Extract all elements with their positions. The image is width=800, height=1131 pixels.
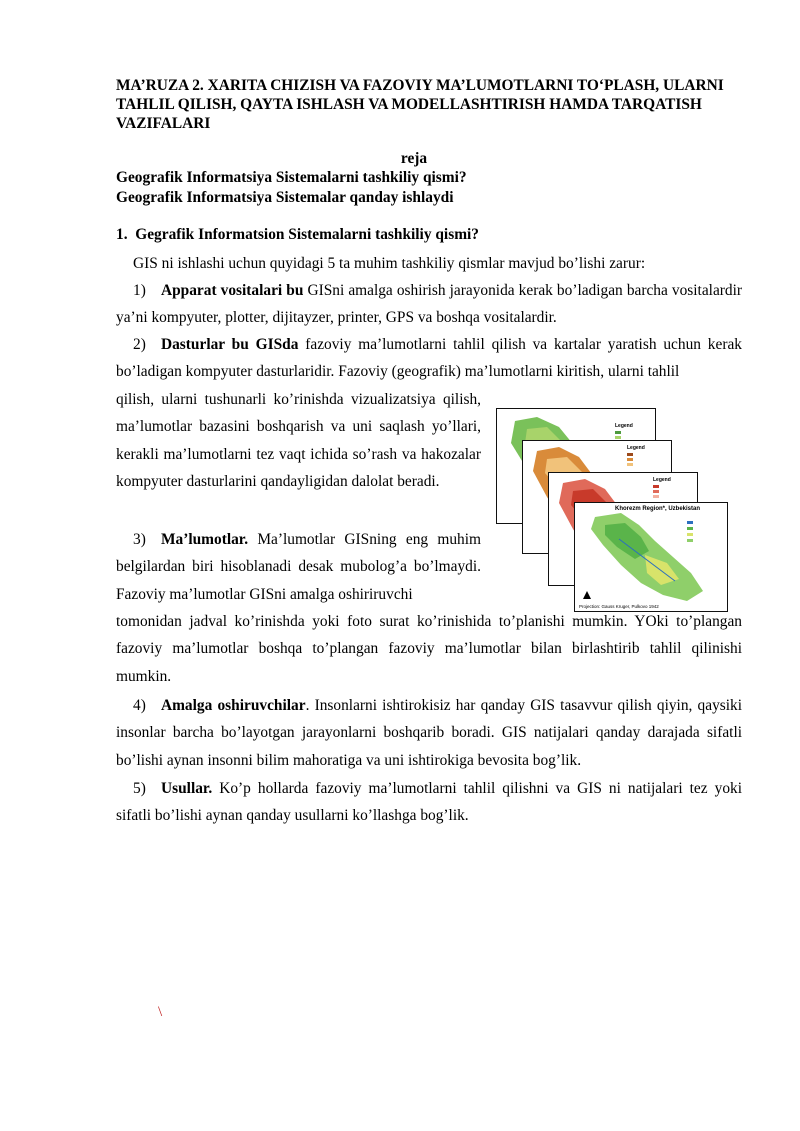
- item-number: 2): [133, 336, 146, 353]
- legend-label: Legend: [615, 423, 633, 429]
- plan-item: Geografik Informatsiya Sistemalarni tashkiliy qismi?: [116, 169, 467, 186]
- item-heading: Usullar.: [161, 780, 213, 797]
- item-heading: Ma’lumotlar.: [161, 531, 249, 548]
- plan-list: [116, 168, 467, 208]
- item-text: Ma’lumotlar GISning eng muhim belgilardan biri hisoblanadi desak mubolog’a bo’lmaydi. Fazoviy ma’lumotlar GISni amalga oshiriruvchi: [116, 531, 481, 603]
- lecture-title: MA’RUZA 2. XARITA CHIZISH VA FAZOVIY MA’LUMOTLARNI TO‘PLASH, ULARNI TAHLIL QILISH, QAYTA ISHLASH VA MODELLASHTIRISH HAMDA TARQATISH VAZIFALARI: [116, 77, 724, 132]
- item-text: Ko’p hollarda fazoviy ma’lumotlarni tahlil qilishni va GIS ni natijalari tez yoki sifatli bo’lishi aynan qanday usullarni ko’llashga bog’lik.: [116, 780, 742, 825]
- section-title: Gegrafik Informatsion Sistemalarni tashkiliy qismi?: [135, 226, 479, 243]
- list-item-amalga: [116, 692, 742, 774]
- section-intro: GIS ni ishlashi uchun quyidagi 5 ta muhim tashkiliy qismlar mavjud bo’lishi zarur:: [133, 255, 646, 272]
- list-item-usullar: [116, 775, 742, 830]
- item-number: 5): [133, 780, 146, 797]
- list-item-malumotlar: [116, 526, 481, 608]
- stray-backslash: \: [158, 1004, 163, 1020]
- list-item-apparat: [116, 277, 742, 332]
- stacked-maps-figure: [496, 408, 748, 614]
- item-heading: Apparat vositalari bu: [161, 282, 304, 299]
- legend-label: Legend: [627, 445, 645, 451]
- plan-item: Geografik Informatsiya Sistemalar qanday ishlaydi: [116, 189, 454, 206]
- item-text: . Insonlarni ishtirokisiz har qanday GIS tasavvur qilish qiyin, qaysiki insonlar barcha bo’layotgan jarayonlarni boshqarib boradi. GIS natijalari qanday darajada sifatli bo’lishi aynan insonni bilim mahoratiga va uni ishtirokiga bevosita bog’lik.: [116, 697, 742, 769]
- section-number: 1.: [116, 226, 128, 243]
- item-number: 3): [133, 531, 146, 548]
- list-item-dasturlar: [116, 331, 742, 386]
- item-number: 4): [133, 697, 146, 714]
- item-text: fazoviy ma’lumotlarni tahlil qilish va kartalar yaratish uchun kerak bo’ladigan kompyuter dasturlaridir. Fazoviy (geografik) ma’lumotlarni kiritish, ularni tahlil: [116, 336, 742, 381]
- item-heading: Amalga oshiruvchilar: [161, 697, 306, 714]
- legend-label: Legend: [653, 477, 671, 483]
- plan-label: reja: [400, 150, 428, 167]
- list-item-malumotlar-cont: tomonidan jadval ko’rinishda yoki foto surat ko’rinishida to’planishi mumkin. YOki to’plangan fazoviy ma’lumotlar boshqa to’plangan fazoviy ma’lumotlar bilan birlashtirib tahlil qilinishi mumkin.: [116, 613, 742, 685]
- list-item-dasturlar-cont: qilish, ularni tushunarli ko’rinishda vizualizatsiya qilish, ma’lumotlar bazasini boshqarish va uni saqlash yo’llari, kerakli ma’lumotlarni tez vaqt ichida so’rash va hakozalar kompyuter dasturlarini qandayligidan dalolat beradi.: [116, 391, 481, 490]
- map-projection-note: Projection: Gauss Kruger, Pulkovo 1942: [579, 604, 659, 609]
- item-text: GISni amalga oshirish jarayonida kerak bo’ladigan barcha vositalardir ya’ni kompyuter, plotter, dijitayzer, printer, GPS va boshqa vositalardir.: [116, 282, 742, 327]
- item-heading: Dasturlar bu GISda: [161, 336, 299, 353]
- section-heading: [116, 226, 479, 244]
- map-thumbnail-khorezm: [574, 502, 728, 612]
- item-number: 1): [133, 282, 146, 299]
- map-title: Khorezm Region*, Uzbekistan: [615, 506, 701, 512]
